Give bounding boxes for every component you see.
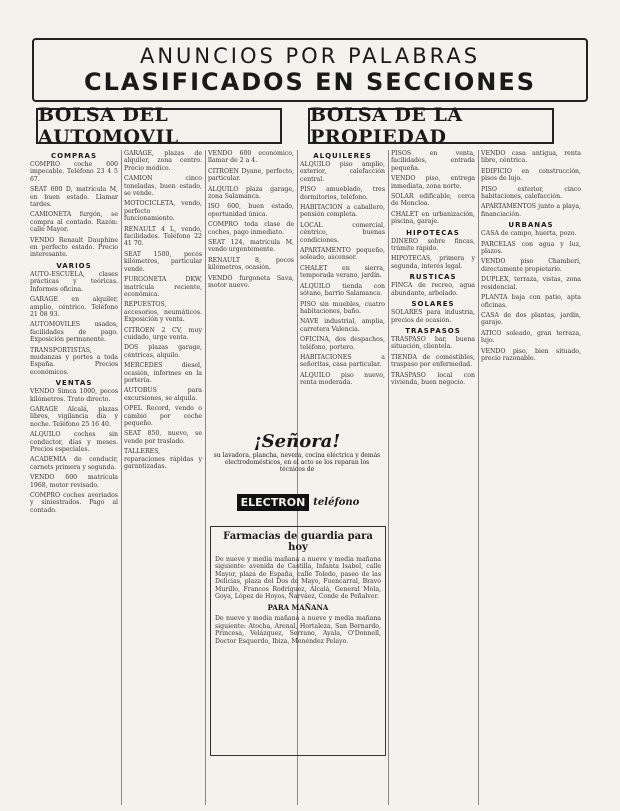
senora-advertisement bbox=[212, 432, 382, 482]
classified-ad: AUTOBUS para excursiones, se alquila. bbox=[124, 387, 202, 402]
classified-ad: LOCAL comercial, céntrico, buenas condiciones. bbox=[300, 221, 385, 244]
classified-ad: VENDO Renault Dauphine en perfecto estado. Precio interesante. bbox=[30, 236, 118, 259]
classified-ad: VENDO 600 económico, llamar de 2 a 4. bbox=[208, 150, 294, 165]
classified-ad: NAVE industrial, amplia, carretera Valencia. bbox=[300, 318, 385, 333]
classified-ad: PISO exterior, cinco habitaciones, calefacción. bbox=[481, 185, 581, 201]
classified-ad: GARAGE Alcalá, plazas libres, vigilancia día y noche. Teléfono 25 16 40. bbox=[30, 405, 118, 428]
subheading-hipotecas: HIPOTECAS bbox=[406, 228, 460, 237]
pharmacy-body-tomorrow: De nueve y media mañana a nueve y media mañana siguiente: Atocha, Arenal, Hortaleza, San Bernardo, Princesa, Velázquez, Serrano, Ayala, O'Donnell, Doctor Esquerdo, Ibiza, Menéndez Pelayo. bbox=[215, 615, 381, 645]
classified-ad: PISO sin muebles, cuatro habitaciones, baño. bbox=[300, 300, 385, 315]
column-5 bbox=[391, 150, 475, 805]
classified-ad: ALQUILO plaza garage, zona Salamanca. bbox=[208, 185, 294, 201]
subheading-rusticas: RUSTICAS bbox=[409, 273, 457, 282]
classified-ad: HABITACIONES a señoritas, casa particular. bbox=[300, 353, 385, 369]
banner-line-1: ANUNCIOS POR PALABRAS bbox=[139, 44, 481, 68]
classified-ad: SOLAR edificable, cerca de Moncloa. bbox=[391, 193, 475, 208]
classified-ad: ALQUILO tienda con sótano, barrio Salamanca. bbox=[300, 282, 385, 298]
subheading-varios: VARIOS bbox=[56, 261, 92, 270]
classified-ad: CHALET en sierra, temporada verano, jardín. bbox=[300, 264, 385, 280]
classified-ad: PISO amueblado, tres dormitorios, teléfono. bbox=[300, 186, 385, 201]
classified-ad: MOTOCICLETA, vendo, perfecto funcionamiento. bbox=[124, 200, 202, 223]
classified-ad: FURGONETA DKW, matrícula reciente, económica. bbox=[124, 276, 202, 298]
classified-ad: ALQUILO piso amplio, exterior, calefacción central. bbox=[300, 161, 385, 183]
classified-ad: COMPRO coches averiados y siniestrados. Pago al contado. bbox=[30, 492, 118, 514]
subheading-alquileres: ALQUILERES bbox=[313, 152, 372, 160]
classified-banner bbox=[32, 38, 588, 102]
classified-ad: VENDO piso, entrega inmediata, zona norte. bbox=[391, 175, 475, 190]
classified-ad: AUTO-ESCUELA, clases prácticas y teóricas. Informes oficina. bbox=[30, 270, 118, 293]
classified-ad: CITROEN Dyane, perfecto, particular. bbox=[208, 167, 294, 183]
classified-ad: PARCELAS con agua y luz, plazos. bbox=[481, 240, 581, 256]
subheading-solares: SOLARES bbox=[411, 300, 455, 309]
section-heading-automovil: BOLSA DEL AUTOMOVIL bbox=[36, 108, 282, 144]
classified-ad: SEAT 850, nuevo, se vende por traslado. bbox=[124, 430, 202, 445]
column-rule bbox=[388, 150, 389, 805]
classified-ad: GARAGE, plazas de alquiler, zona centro. Precio módico. bbox=[124, 150, 202, 172]
pharmacy-body: De nueve y media mañana a nueve y media mañana siguiente: avenida de Castilla, Infanta Isabel, calle Mayor, plaza de España, calle Toledo, paseo de las Delicias, plaza del Dos de Mayo, Fuencarral, Bravo Murillo, Francos Rodríguez, Alcalá, General Mola, Goya, López de Hoyos, Narváez, Conde de Peñalver. bbox=[215, 556, 381, 601]
classified-ad: SEAT 600 D, matrícula M, en buen estado. Llamar tardes. bbox=[30, 186, 118, 209]
classified-ad: DOS plazas garage, céntricas, alquilo. bbox=[124, 344, 202, 359]
classified-ad: VENDO casa antigua, renta libre, céntrica. bbox=[481, 150, 581, 165]
subheading-ventas: VENTAS bbox=[55, 379, 93, 388]
classified-ad: CAMIONETA furgón, se compra al contado. Razón: calle Mayor. bbox=[30, 211, 118, 234]
classified-ad: HABITACION a caballero, pensión completa. bbox=[300, 204, 385, 219]
column-rule bbox=[121, 150, 122, 805]
pharmacy-box bbox=[210, 526, 386, 756]
classified-ad: CASA de dos plantas, jardín, garaje. bbox=[481, 311, 581, 327]
classified-ad: VENDO piso Chamberí, directamente propietario. bbox=[481, 258, 581, 273]
column-3 bbox=[208, 150, 294, 426]
pharmacy-title: Farmacias de guardia para hoy bbox=[223, 531, 373, 553]
column-2 bbox=[124, 150, 202, 805]
classified-ad: RENAULT 4 L, vendo, facilidades. Teléfono 22 41 70. bbox=[124, 225, 202, 248]
classified-ad: TIENDA de comestibles, traspaso por enfermedad. bbox=[391, 353, 475, 369]
classified-ad: VENDO Simca 1000, pocos kilómetros. Trato directo. bbox=[30, 388, 118, 403]
subheading-traspasos: TRASPASOS bbox=[405, 326, 461, 335]
classified-ad: AUTOMOVILES usados, facilidades de pago. Exposición permanente. bbox=[30, 321, 118, 344]
classified-ad: ALQUILO piso nuevo, renta moderada. bbox=[300, 371, 385, 387]
pharmacy-subheading: PARA MAÑANA bbox=[267, 603, 329, 613]
classified-ad: ACADEMIA de conducir, carnets primera y segunda. bbox=[30, 456, 118, 471]
column-6 bbox=[481, 150, 581, 805]
senora-text: su lavadora, plancha, nevera, cocina eléctrica y demás electrodomésticos, en el acto se los reparan los técnicos de bbox=[213, 452, 381, 473]
classified-ad: HIPOTECAS, primera y segunda, interés legal. bbox=[391, 255, 475, 270]
classified-ad: CITROEN 2 CV, muy cuidado, urge venta. bbox=[124, 326, 202, 341]
classified-ad: MERCEDES diesel, ocasión, informes en la portería. bbox=[124, 362, 202, 384]
classified-ad: DUPLEX, terraza, vistas, zona residencial. bbox=[481, 276, 581, 291]
classified-ad: VENDO 600 matrícula 1968, motor revisado. bbox=[30, 474, 118, 489]
classified-ad: SOLARES para industria, precios de ocasión. bbox=[391, 309, 475, 324]
classified-ad: TRASPASO bar, buena situación, clientela. bbox=[391, 335, 475, 351]
electron-advertisement bbox=[214, 488, 382, 516]
classified-ad: CHALET en urbanización, piscina, garaje. bbox=[391, 210, 475, 226]
subheading-urbanas: URBANAS bbox=[508, 221, 554, 230]
classified-ad: VENDO piso, bien situado, precio razonable. bbox=[481, 347, 581, 362]
classified-ad: TRANSPORTISTAS, mudanzas y portes a toda España. Precios económicos. bbox=[30, 346, 118, 376]
section-heading-propiedad: BOLSA DE LA PROPIEDAD bbox=[308, 108, 554, 144]
column-rule bbox=[478, 150, 479, 805]
classified-ad: TALLERES, reparaciones rápidas y garantizadas. bbox=[124, 448, 202, 471]
classified-ad: ISO 600, buen estado, oportunidad única. bbox=[208, 203, 294, 218]
classified-ad: VENDO furgoneta Sava, motor nuevo. bbox=[208, 274, 294, 290]
electron-logo: ELECTRON bbox=[237, 494, 310, 511]
classified-ad: DINERO sobre fincas, trámite rápido. bbox=[391, 237, 475, 253]
classified-ad: PLANTA baja con patio, apta oficinas. bbox=[481, 294, 581, 309]
classified-ad: TRASPASO local con vivienda, buen negocio. bbox=[391, 371, 475, 386]
classified-ad: OFICINA, dos despachos, teléfono, portero. bbox=[300, 336, 385, 351]
classified-ad: ALQUILO coches sin conductor, días y meses. Precios especiales. bbox=[30, 431, 118, 453]
classified-ad: APARTAMENTOS junto a playa, financiación. bbox=[481, 203, 581, 218]
electron-telefono: teléfono bbox=[313, 496, 360, 508]
classified-ad: COMPRO toda clase de coches, pago inmediato. bbox=[208, 221, 294, 236]
classified-ad: CAMION cinco toneladas, buen estado, se vende. bbox=[124, 175, 202, 198]
column-1 bbox=[30, 150, 118, 805]
classified-ad: SEAT 124, matrícula M, vendo urgentemente. bbox=[208, 239, 294, 254]
classified-ad: PISOS en venta, facilidades, entrada pequeña. bbox=[391, 150, 475, 172]
classified-ad: EDIFICIO en construcción, pisos de lujo. bbox=[481, 167, 581, 183]
classified-ad: ATICO soleado, gran terraza, lujo. bbox=[481, 329, 581, 345]
classified-ad: GARAGE en alquiler, amplio, céntrico. Teléfono 21 08 93. bbox=[30, 296, 118, 318]
senora-headline: ¡Señora! bbox=[253, 431, 341, 452]
column-rule bbox=[205, 150, 206, 805]
classified-ad: SEAT 1500, pocos kilómetros, particular vende. bbox=[124, 250, 202, 273]
classified-ad: REPUESTOS, accesorios, neumáticos. Exposición y venta. bbox=[124, 301, 202, 324]
classified-ad: APARTAMENTO pequeño, soleado, ascensor. bbox=[300, 247, 385, 262]
classified-ad: OPEL Record, vendo o cambio por coche pequeño. bbox=[124, 405, 202, 427]
classified-ad: FINCA de recreo, agua abundante, arbolado. bbox=[391, 282, 475, 297]
classified-ad: CASA de campo, huerta, pozo. bbox=[481, 230, 577, 238]
classified-ad: RENAULT 8, pocos kilómetros, ocasión. bbox=[208, 256, 294, 272]
classified-ad: COMPRO coche 600 impecable. Teléfono 23 4 5 67. bbox=[30, 161, 118, 183]
banner-line-2: CLASIFICADOS EN SECCIONES bbox=[83, 68, 536, 96]
subheading-compras: COMPRAS bbox=[50, 152, 98, 160]
